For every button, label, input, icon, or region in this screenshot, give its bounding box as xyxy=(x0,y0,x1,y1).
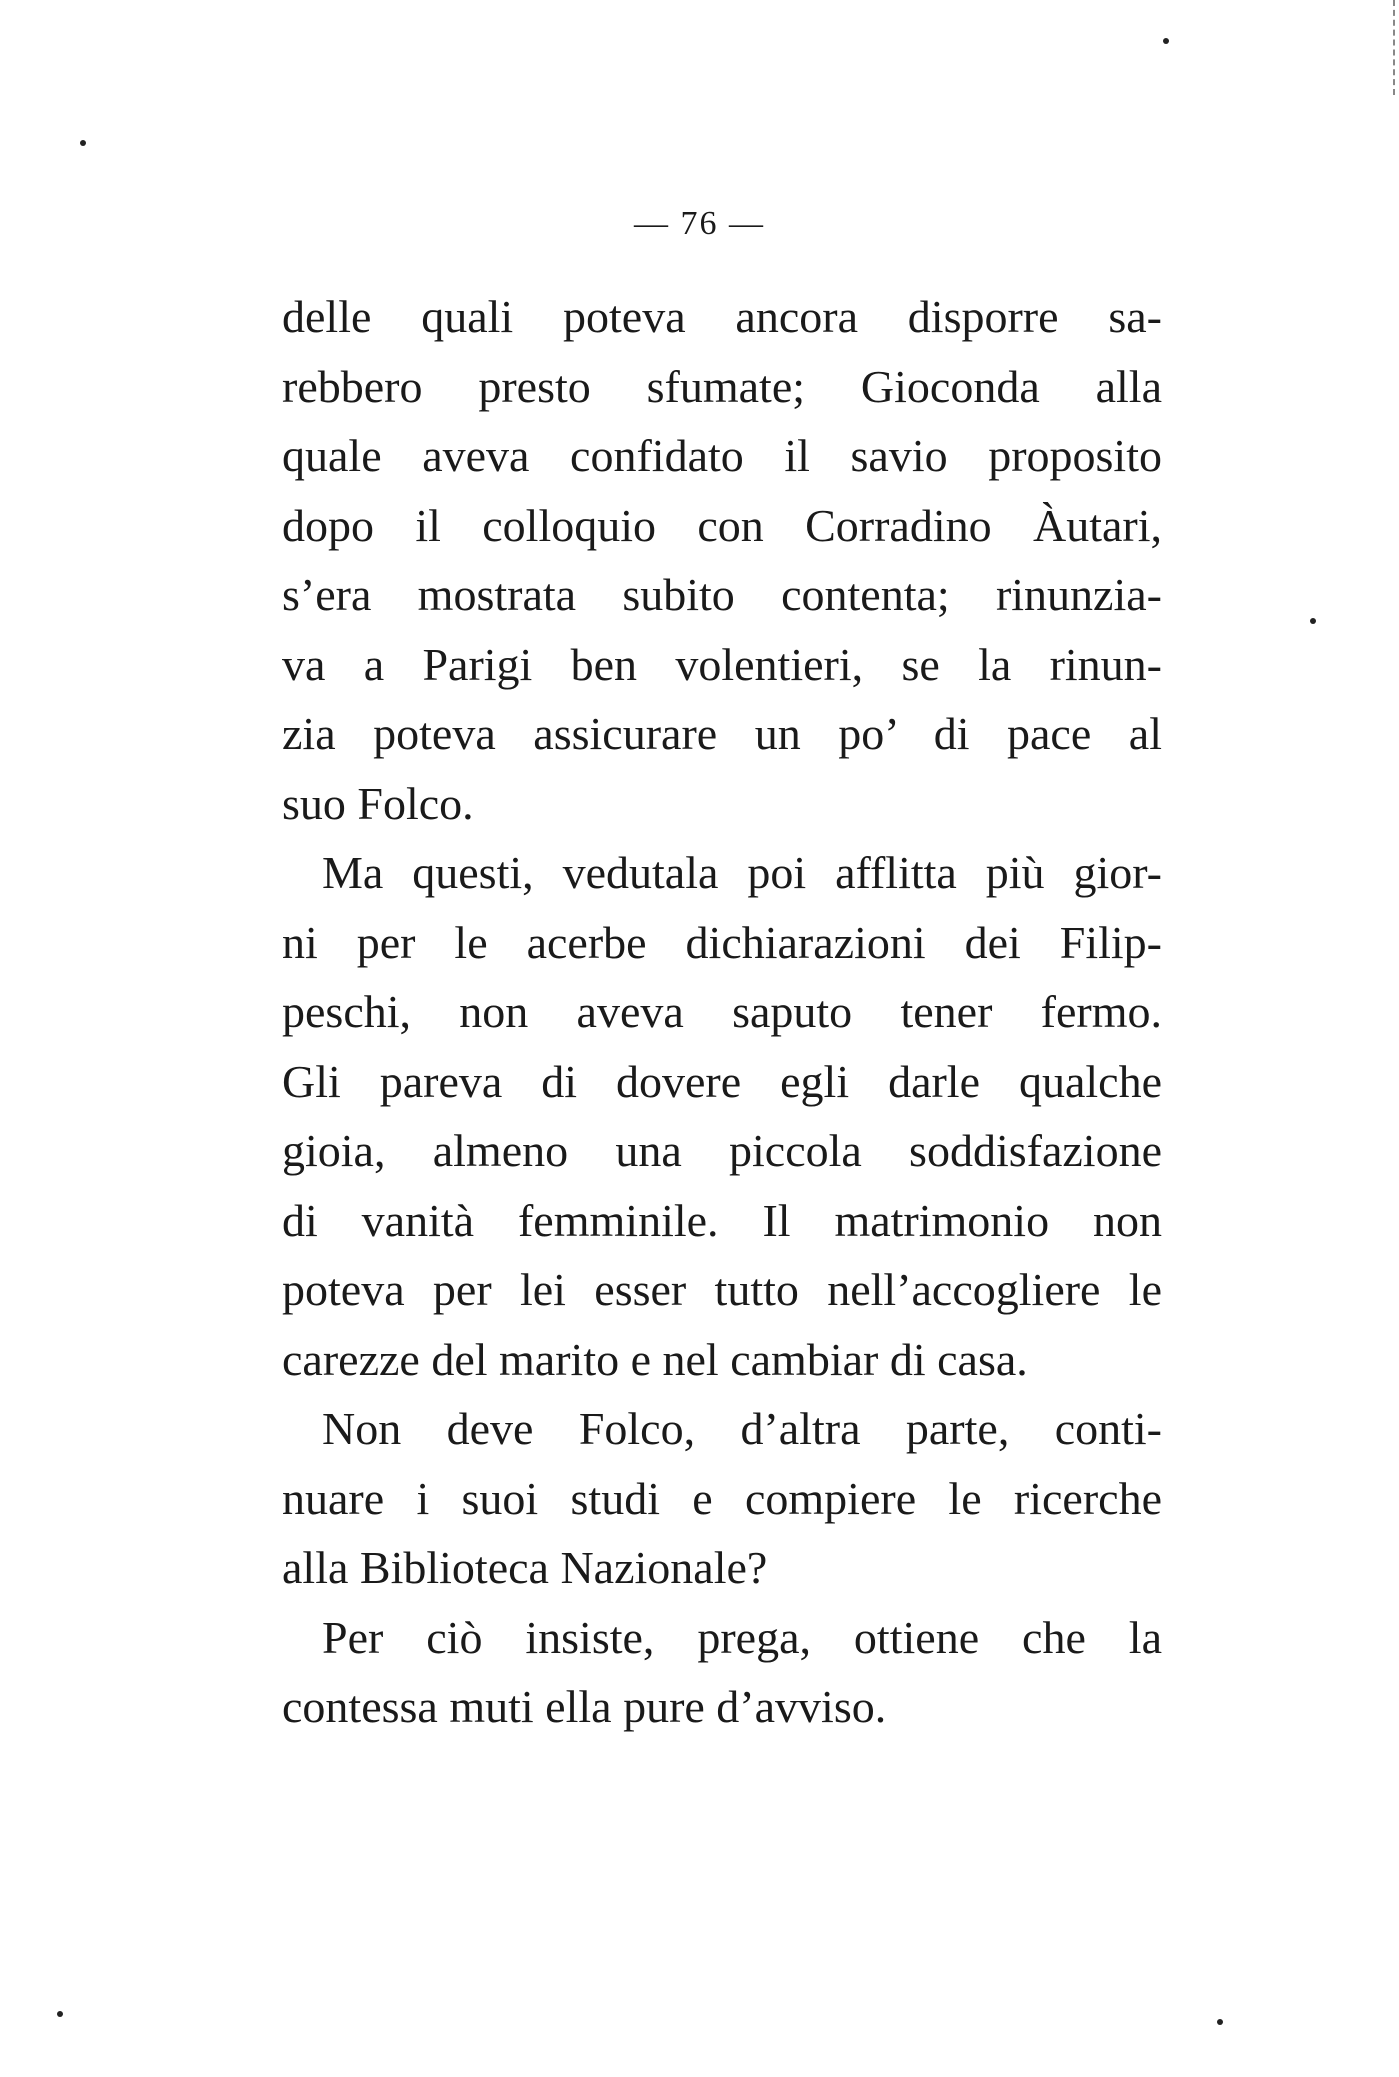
text-line: carezze del marito e nel cambiar di casa. xyxy=(282,1333,1028,1385)
text-line: contessa muti ella pure d’avviso. xyxy=(282,1681,887,1732)
text-line: Non deve Folco, d’altra parte, conti- xyxy=(322,1403,1162,1454)
page-number: — 76 — xyxy=(634,205,765,242)
text-line: di vanità femminile. Il matrimonio non xyxy=(282,1194,1162,1246)
text-line: suo Folco. xyxy=(282,777,474,829)
body-text xyxy=(282,282,1162,1742)
text-line: peschi, non aveva saputo tener fermo. xyxy=(282,986,1162,1037)
scan-speck xyxy=(57,2011,63,2017)
text-line: Ma questi, vedutala poi afflitta più gior- xyxy=(322,847,1162,898)
text-line: quale aveva confidato il savio proposito xyxy=(282,430,1162,481)
scan-speck xyxy=(1217,2019,1223,2025)
text-line: s’era mostrata subito contenta; rinunzia- xyxy=(282,569,1162,620)
text-line: Per ciò insiste, prega, ottiene che la xyxy=(322,1611,1162,1663)
text-line: gioia, almeno una piccola soddisfazione xyxy=(282,1125,1162,1176)
text-line: delle quali poteva ancora disporre sa- xyxy=(282,291,1162,342)
scan-speck xyxy=(1310,618,1316,624)
paragraph xyxy=(282,1603,1162,1742)
text-line: Gli pareva di dovere egli darle qualche xyxy=(282,1055,1162,1107)
text-line: rebbero presto sfumate; Gioconda alla xyxy=(282,360,1162,412)
text-line: poteva per lei esser tutto nell’accogliere le xyxy=(282,1264,1162,1315)
scan-speck xyxy=(80,140,86,146)
paragraph xyxy=(282,1394,1162,1603)
text-line: dopo il colloquio con Corradino Àutari, xyxy=(282,499,1162,551)
text-line: zia poteva assicurare un po’ di pace al xyxy=(282,708,1162,759)
paragraph xyxy=(282,838,1162,1394)
text-line: ni per le acerbe dichiarazioni dei Filip- xyxy=(282,916,1162,968)
text-line: va a Parigi ben volentieri, se la rinun- xyxy=(282,638,1162,690)
text-line: alla Biblioteca Nazionale? xyxy=(282,1542,768,1593)
text-line: nuare i suoi studi e compiere le ricerche xyxy=(282,1472,1162,1524)
paragraph xyxy=(282,282,1162,838)
scan-edge-mark xyxy=(1390,0,1395,95)
scan-speck xyxy=(1163,38,1169,44)
